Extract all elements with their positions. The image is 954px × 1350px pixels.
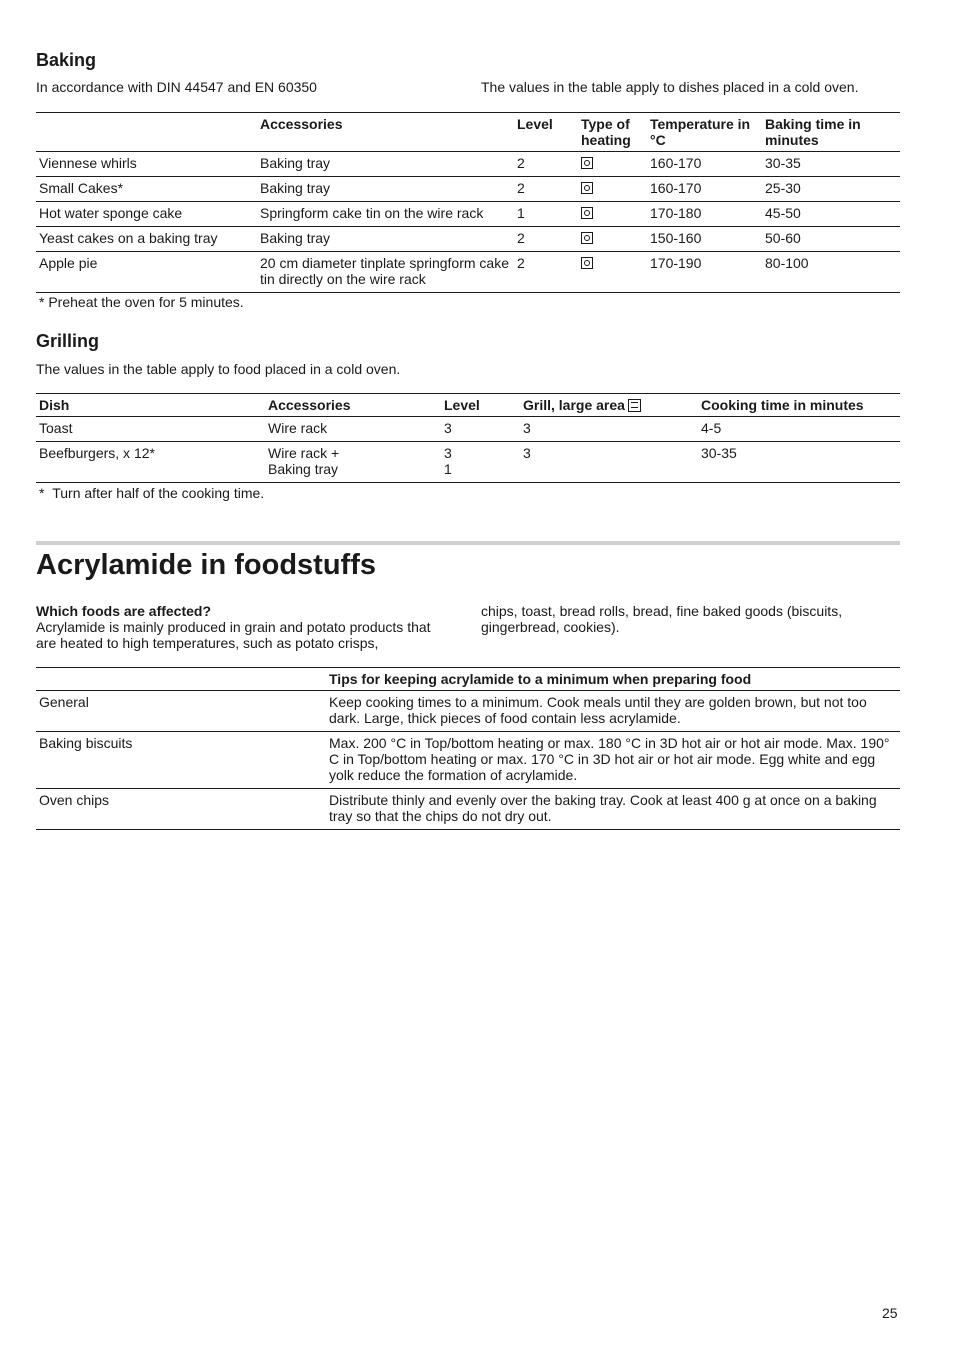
baking-time: 30-35 (765, 155, 801, 171)
grilling-table-header (36, 394, 900, 417)
baking-footnote: * Preheat the oven for 5 minutes. (39, 294, 244, 310)
accessories: Baking tray (260, 230, 331, 246)
grilling-footnote (39, 485, 264, 501)
baking-time: 25-30 (765, 180, 801, 196)
baking-standard-note: In accordance with DIN 44547 and EN 60350 (36, 79, 317, 95)
accessories: Baking tray (260, 155, 331, 171)
header-cooking-time: Cooking time in minutes (701, 397, 864, 413)
table-row (36, 417, 900, 442)
hot-air-icon (581, 207, 593, 219)
tip-text: Distribute thinly and evenly over the baking tray. Cook at least 400 g at once on a baking tray so that the chips do not dry out. (329, 792, 877, 824)
grilling-cold-oven-note: The values in the table apply to food placed in a cold oven. (36, 361, 401, 377)
header-level: Level (517, 116, 553, 132)
baking-table-header (36, 113, 900, 152)
table-row (36, 789, 900, 830)
page-number: 25 (882, 1305, 898, 1321)
level: 3 (444, 420, 452, 436)
header-tips: Tips for keeping acrylamide to a minimum when preparing food (329, 671, 752, 687)
table-row (36, 252, 900, 293)
level: 2 (517, 180, 525, 196)
tip-category: Oven chips (39, 792, 110, 808)
baking-cold-oven-note: The values in the table apply to dishes placed in a cold oven. (481, 79, 859, 95)
grilling-table (36, 393, 900, 483)
accessories: Baking tray (260, 180, 331, 196)
tips-table-header (36, 668, 900, 691)
level: 2 (517, 230, 525, 246)
grilling-heading: Grilling (36, 331, 99, 351)
tip-category: General (39, 694, 89, 710)
table-row (36, 442, 900, 483)
temperature: 150-160 (650, 230, 702, 246)
dish: Viennese whirls (39, 155, 137, 171)
table-row (36, 152, 900, 177)
table-row (36, 202, 900, 227)
accessory-line: Wire rack + (268, 445, 340, 461)
accessories: Wire rack (268, 420, 328, 436)
header-dish: Dish (39, 397, 70, 413)
acrylamide-tips-table (36, 667, 900, 830)
accessories (265, 442, 441, 483)
header-baking-time: Baking time in minutes (765, 116, 861, 148)
footnote-text: Turn after half of the cooking time. (52, 485, 265, 501)
cooking-time: 4-5 (701, 420, 722, 436)
level-line: 3 (444, 445, 452, 461)
table-row (36, 177, 900, 202)
dish: Toast (39, 420, 73, 436)
table-row (36, 227, 900, 252)
header-empty (36, 668, 326, 691)
baking-time: 50-60 (765, 230, 801, 246)
header-temperature: Temperature in °C (650, 116, 751, 148)
accessories: 20 cm diameter tinplate springform cake tin directly on the wire rack (260, 255, 509, 287)
cooking-time: 30-35 (701, 445, 737, 461)
dish: Small Cakes* (39, 180, 124, 196)
dish: Apple pie (39, 255, 98, 271)
grill-large-area-icon (628, 399, 641, 412)
temperature: 170-180 (650, 205, 702, 221)
header-accessories: Accessories (260, 116, 343, 132)
tip-category: Baking biscuits (39, 735, 133, 751)
temperature: 160-170 (650, 155, 702, 171)
header-type-of-heating: Type of heating (581, 116, 631, 148)
hot-air-icon (581, 257, 593, 269)
temperature: 170-190 (650, 255, 702, 271)
grill-setting: 3 (523, 420, 531, 436)
level (441, 442, 520, 483)
hot-air-icon (581, 232, 593, 244)
accessory-line: Baking tray (268, 461, 339, 477)
dish: Beefburgers, x 12* (39, 445, 155, 461)
table-row (36, 691, 900, 732)
grill-setting: 3 (523, 445, 531, 461)
dish: Hot water sponge cake (39, 205, 183, 221)
temperature: 160-170 (650, 180, 702, 196)
acrylamide-intro-left (36, 603, 446, 651)
level: 2 (517, 155, 525, 171)
tip-text: Keep cooking times to a minimum. Cook meals until they are golden brown, but not too dark. Large, thick pieces of food contain less acrylamide. (329, 694, 867, 726)
header-level: Level (444, 397, 480, 413)
level: 1 (517, 205, 525, 221)
baking-table (36, 112, 900, 293)
dish: Yeast cakes on a baking tray (39, 230, 218, 246)
acrylamide-heading: Acrylamide in foodstuffs (36, 549, 376, 581)
header-dish (36, 113, 257, 152)
table-row (36, 732, 900, 789)
level: 2 (517, 255, 525, 271)
header-grill-large-area (520, 394, 698, 417)
tip-text: Max. 200 °C in Top/bottom heating or max. 180 °C in 3D hot air or hot air mode. Max. 190° C in Top/bottom heating or max. 170 °C in 3D hot air or hot air mode. Egg white and egg yolk reduce the formation of acrylamide. (329, 735, 890, 783)
affected-foods-question: Which foods are affected? (36, 603, 212, 619)
accessories: Springform cake tin on the wire rack (260, 205, 484, 221)
hot-air-icon (581, 182, 593, 194)
baking-time: 45-50 (765, 205, 801, 221)
intro-paragraph-right: chips, toast, bread rolls, bread, fine baked goods (biscuits, gingerbread, cookies). (481, 603, 843, 635)
section-divider (36, 541, 900, 545)
level-line: 1 (444, 461, 452, 477)
baking-time: 80-100 (765, 255, 809, 271)
baking-heading: Baking (36, 50, 97, 70)
footnote-star: * (39, 485, 45, 501)
hot-air-icon (581, 157, 593, 169)
header-accessories: Accessories (268, 397, 351, 413)
intro-paragraph-left: Acrylamide is mainly produced in grain and potato products that are heated to high temperatures, such as potato crisps, (36, 619, 431, 651)
header-grill-label: Grill, large area (523, 397, 625, 413)
